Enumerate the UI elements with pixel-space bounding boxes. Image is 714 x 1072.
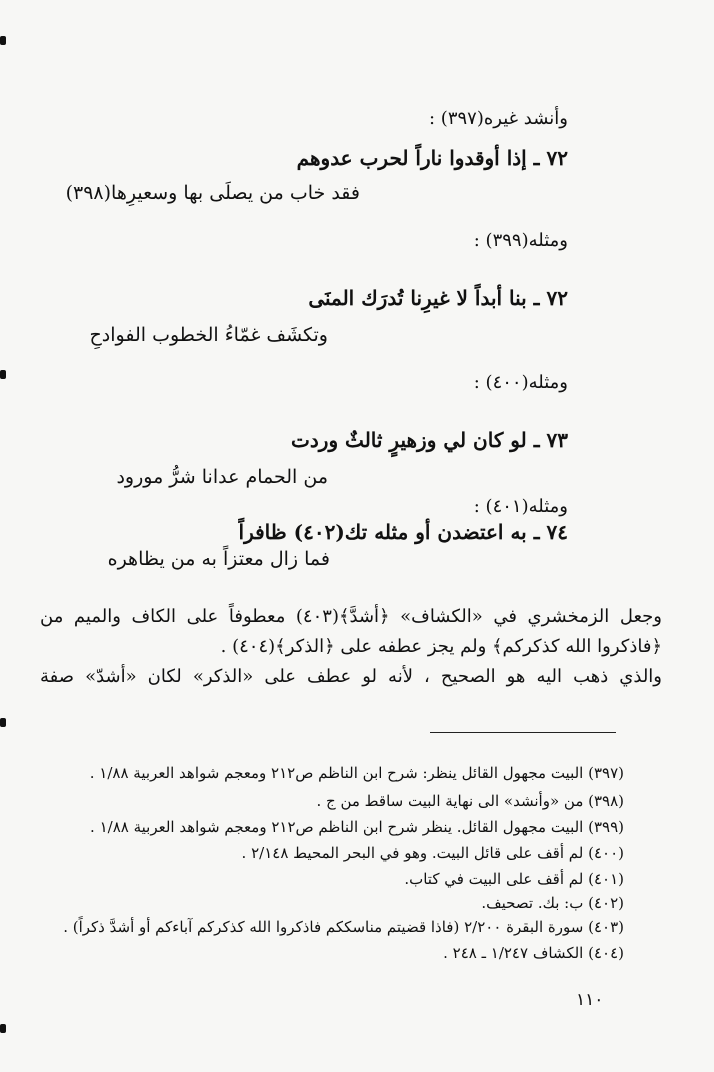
verse-first-hemistich: ٧٤ ـ به اعتضدن أو مثله تك(٤٠٢) ظافراً [238,520,568,544]
verse-intro: ومثله(٤٠١) : [473,496,568,517]
scan-mark [0,1024,6,1033]
prose-line: والذي ذهب اليه هو الصحيح ، لأنه لو عطف على «الذكر» لكان «أشدّ» صفة [40,666,662,687]
verse-first-hemistich: ٧٢ ـ إذا أوقدوا ناراً لحرب عدوهم [296,146,568,170]
footnote: (٤٠١) لم أقف على البيت في كتاب. [404,870,624,888]
footnote: (٤٠٢) ب: بك. تصحيف. [481,894,624,912]
prose-line: وجعل الزمخشري في «الكشاف» ﴿أشدَّ﴾(٤٠٣) معطوفاً على الكاف والميم من [40,606,662,627]
verse-first-hemistich: ٧٣ ـ لو كان لي وزهيرٍ ثالثٌ وردت [291,428,568,452]
footnote: (٣٩٧) البيت مجهول القائل ينظر: شرح ابن الناظم ص٢١٢ ومعجم شواهد العربية ١/٨٨ . [89,764,624,782]
scan-mark [0,370,6,379]
verse-second-hemistich: فقد خاب من يصلَى بها وسعيرِها(٣٩٨) [65,182,360,204]
footnote: (٤٠٣) سورة البقرة ٢/٢٠٠ (فاذا قضيتم مناسككم فاذكروا الله كذكركم آباءكم أو أشدَّ ذكراً) . [63,918,624,936]
scan-mark [0,718,6,727]
verse-second-hemistich: فما زال معتزاً به من يظاهره [107,548,330,570]
footnote: (٤٠٠) لم أقف على قائل البيت. وهو في البحر المحيط ٢/١٤٨ . [241,844,624,862]
footnote: (٣٩٩) البيت مجهول القائل. ينظر شرح ابن الناظم ص٢١٢ ومعجم شواهد العربية ١/٨٨ . [90,818,624,836]
verse-intro: ومثله(٣٩٩) : [473,230,568,251]
prose-line: ﴿فاذكروا الله كذكركم﴾ ولم يجز عطفه على ﴿الذكر﴾(٤٠٤) . [220,636,662,657]
verse-intro: وأنشد غيره(٣٩٧) : [429,108,568,129]
footnote: (٣٩٨) من «وأنشد» الى نهاية البيت ساقط من ج . [316,792,624,810]
footnote-rule [430,732,616,733]
verse-second-hemistich: وتكشَف غمّاءُ الخطوب الفوادحِ [89,324,328,346]
verse-second-hemistich: من الحمام عدانا شرُّ مورود [116,466,328,488]
verse-first-hemistich: ٧٢ ـ بنا أبداً لا غيرِنا تُدرَك المنَى [308,286,568,310]
scan-mark [0,36,6,45]
footnote: (٤٠٤) الكشاف ١/٢٤٧ ـ ٢٤٨ . [443,944,624,962]
page-number: ١١٠ [576,990,604,1010]
verse-intro: ومثله(٤٠٠) : [473,372,568,393]
